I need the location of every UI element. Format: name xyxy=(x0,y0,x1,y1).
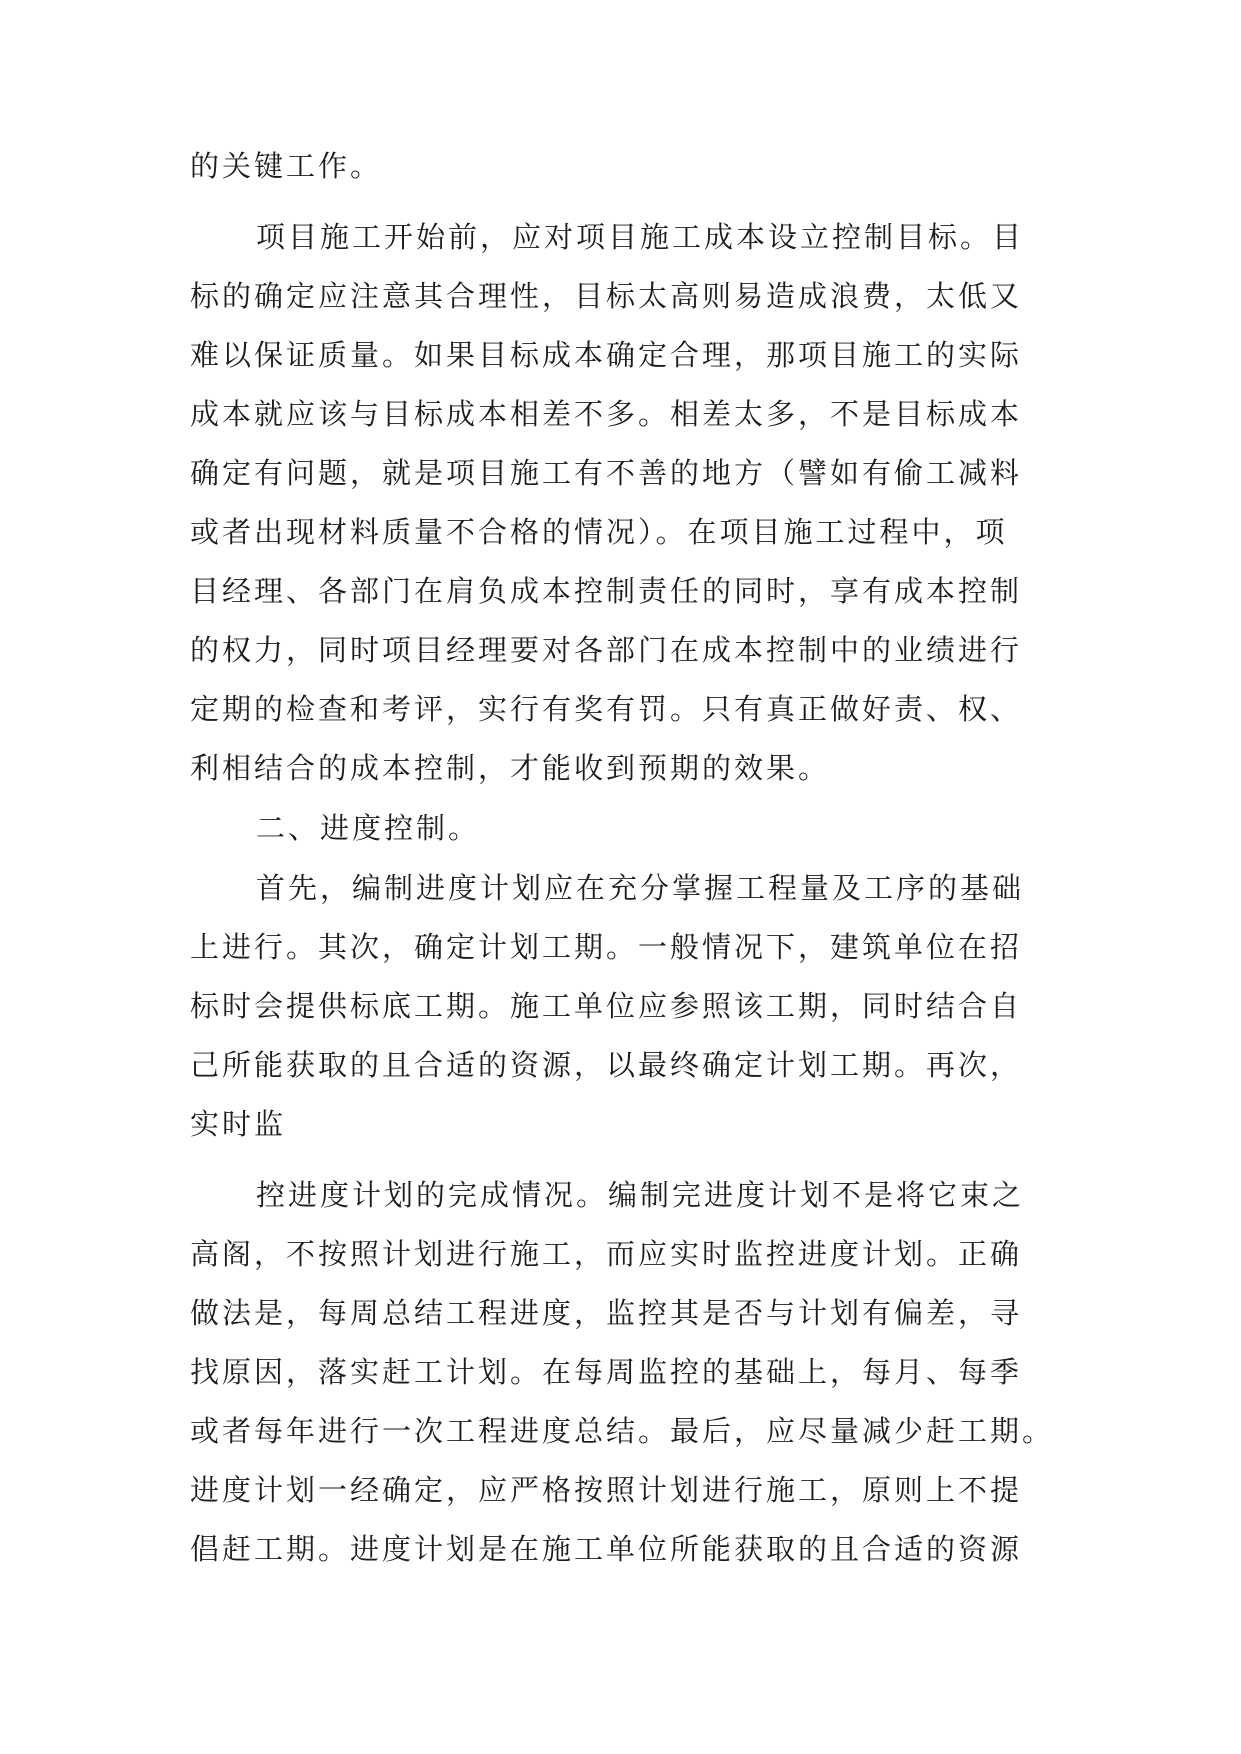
text-line: 标的确定应注意其合理性，目标太高则易造成浪费，太低又 xyxy=(190,279,1023,313)
text-line: 或者每年进行一次工程进度总结。最后，应尽量减少赶工期。 xyxy=(190,1414,1055,1448)
text-line: 的关键工作。 xyxy=(190,149,383,183)
text-line: 成本就应该与目标成本相差不多。相差太多，不是目标成本 xyxy=(190,397,1023,431)
text-line: 控进度计划的完成情况。编制完进度计划不是将它束之 xyxy=(256,1178,1025,1212)
text-line: 实时监 xyxy=(190,1107,287,1141)
text-line: 高阁，不按照计划进行施工，而应实时监控进度计划。正确 xyxy=(190,1237,1023,1271)
text-line: 项目施工开始前，应对项目施工成本设立控制目标。目 xyxy=(256,220,1025,254)
text-line: 己所能获取的且合适的资源，以最终确定计划工期。再次， xyxy=(190,1048,1023,1082)
text-line: 上进行。其次，确定计划工期。一般情况下，建筑单位在招 xyxy=(190,930,1023,964)
text-line: 难以保证质量。如果目标成本确定合理，那项目施工的实际 xyxy=(190,338,1023,372)
text-line: 找原因，落实赶工计划。在每周监控的基础上，每月、每季 xyxy=(190,1355,1023,1389)
text-line: 标时会提供标底工期。施工单位应参照该工期，同时结合自 xyxy=(190,989,1023,1023)
text-line: 倡赶工期。进度计划是在施工单位所能获取的且合适的资源 xyxy=(190,1532,1023,1566)
text-line: 做法是，每周总结工程进度，监控其是否与计划有偏差，寻 xyxy=(190,1296,1023,1330)
text-line: 首先，编制进度计划应在充分掌握工程量及工序的基础 xyxy=(256,871,1025,905)
text-line: 目经理、各部门在肩负成本控制责任的同时，享有成本控制 xyxy=(190,574,1023,608)
text-line: 或者出现材料质量不合格的情况）。在项目施工过程中，项 xyxy=(190,515,1008,549)
text-line: 定期的检查和考评，实行有奖有罚。只有真正做好责、权、 xyxy=(190,692,1023,726)
text-line: 确定有问题，就是项目施工有不善的地方（譬如有偷工减料 xyxy=(190,456,1023,490)
section-heading: 二、进度控制。 xyxy=(256,811,481,845)
text-line: 进度计划一经确定，应严格按照计划进行施工，原则上不提 xyxy=(190,1473,1023,1507)
text-line: 利相结合的成本控制，才能收到预期的效果。 xyxy=(190,751,831,785)
text-line: 的权力，同时项目经理要对各部门在成本控制中的业绩进行 xyxy=(190,633,1023,667)
